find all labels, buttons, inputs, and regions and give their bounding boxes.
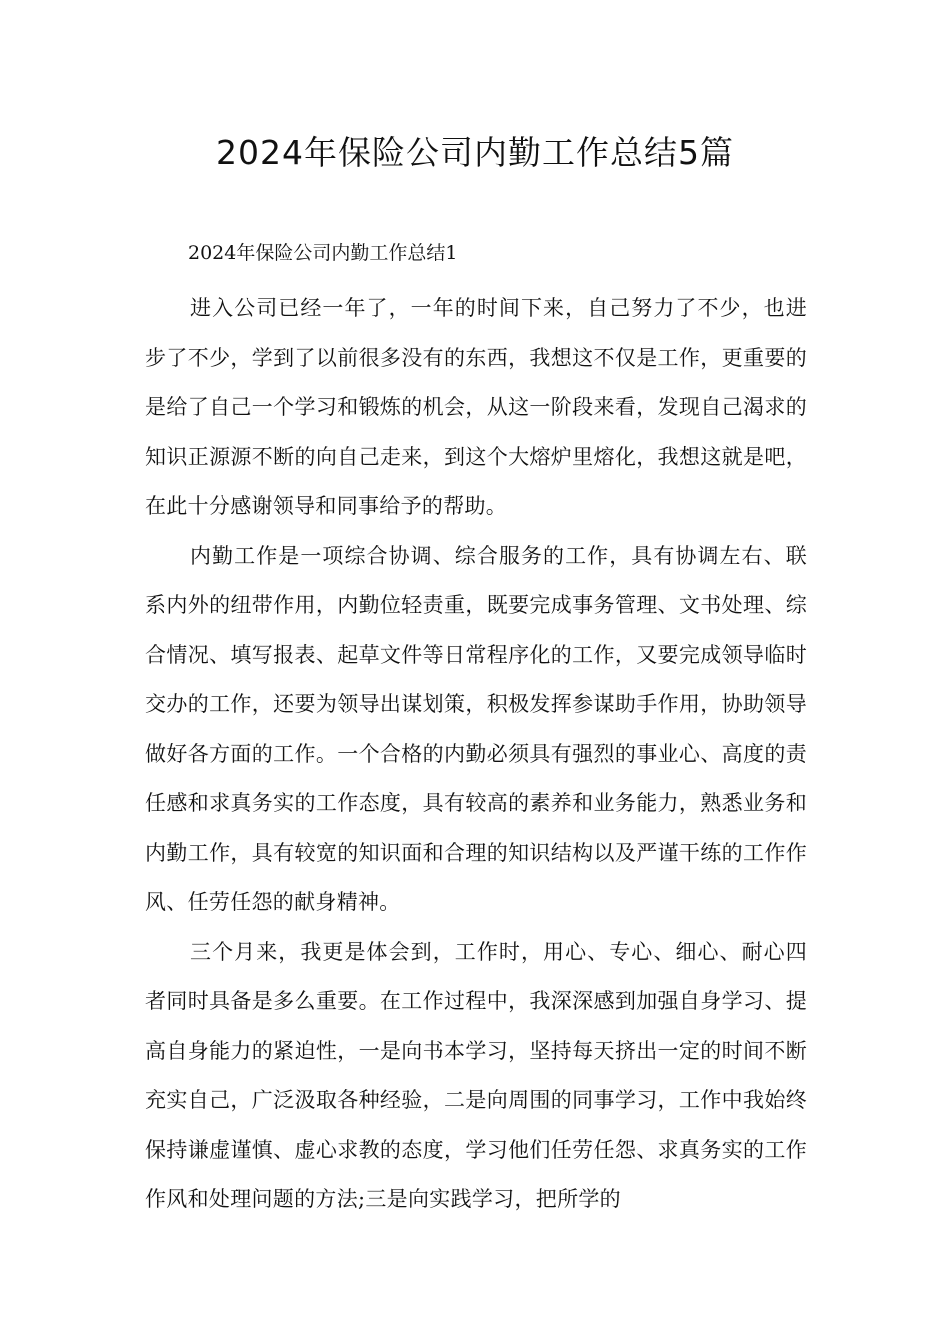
paragraph-3: 三个月来，我更是体会到，工作时，用心、专心、细心、耐心四者同时具备是多么重要。在工作过程中，我深深感到加强自身学习、提高自身能力的紧迫性，一是向书本学习，坚持每天挤出一定的时间不断充实自己，广泛汲取各种经验，二是向周围的同事学习，工作中我始终保持谦虚谨慎、虚心求教的态度，学习他们任劳任怨、求真务实的工作作风和处理问题的方法;三是向实践学习，把所学的 [145, 939, 807, 1211]
section-heading: 2024年保险公司内勤工作总结1 [188, 242, 458, 264]
document-title: 2024年保险公司内勤工作总结5篇 [216, 133, 734, 172]
paragraph-2: 内勤工作是一项综合协调、综合服务的工作，具有协调左右、联系内外的纽带作用，内勤位轻责重，既要完成事务管理、文书处理、综合情况、填写报表、起草文件等日常程序化的工作，又要完成领导临时交办的工作，还要为领导出谋划策，积极发挥参谋助手作用，协助领导做好各方面的工作。一个合格的内勤必须具有强烈的事业心、高度的责任感和求真务实的工作态度，具有较高的素养和业务能力，熟悉业务和内勤工作，具有较宽的知识面和合理的知识结构以及严谨干练的工作作风、任劳任怨的献身精神。 [145, 543, 807, 914]
paragraph-1: 进入公司已经一年了，一年的时间下来，自己努力了不少，也进步了不少，学到了以前很多没有的东西，我想这不仅是工作，更重要的是给了自己一个学习和锻炼的机会，从这一阶段来看，发现自己渴求的知识正源源不断的向自己走来，到这个大熔炉里熔化，我想这就是吧，在此十分感谢领导和同事给予的帮助。 [145, 296, 807, 518]
document-body [145, 284, 807, 1225]
